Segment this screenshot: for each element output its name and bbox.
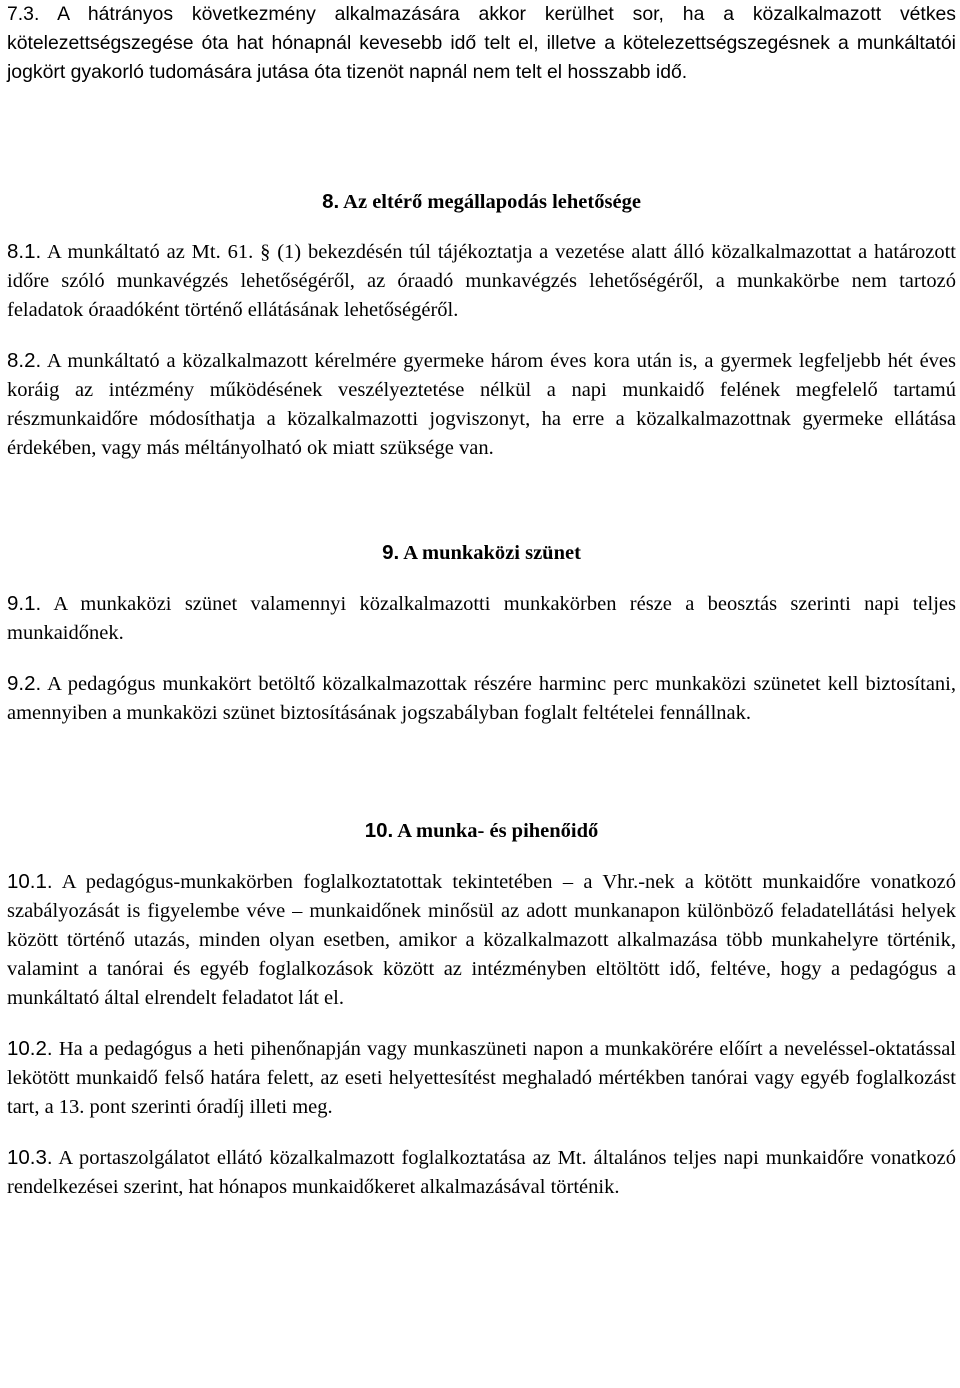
section-heading-9 bbox=[7, 538, 956, 568]
section-number: 8. bbox=[322, 190, 340, 213]
section-heading-10 bbox=[7, 816, 956, 846]
paragraph-number: 10.2. bbox=[7, 1037, 53, 1060]
paragraph-10-2 bbox=[7, 1034, 956, 1122]
paragraph-number: 9.2. bbox=[7, 672, 42, 695]
paragraph-text: A pedagógus munkakört betöltő közalkalmazottak részére harminc perc munkaközi szünetet kell biztosítani, amennyiben a munkaközi szünet biztosításának jogszabályban foglalt feltételei fennállnak. bbox=[7, 673, 956, 724]
paragraph-9-2 bbox=[7, 669, 956, 728]
section-number: 9. bbox=[382, 541, 400, 564]
paragraph-10-3 bbox=[7, 1143, 956, 1202]
paragraph-10-1 bbox=[7, 867, 956, 1013]
paragraph-8-1 bbox=[7, 237, 956, 325]
paragraph-text: A munkaközi szünet valamennyi közalkalmazotti munkakörben része a beosztás szerinti napi teljes munkaidőnek. bbox=[7, 593, 956, 644]
paragraph-text: A portaszolgálatot ellátó közalkalmazott foglalkoztatása az Mt. általános teljes napi munkaidőre vonatkozó rendelkezései szerint, hat hónapos munkaidőkeret alkalmazásával történik. bbox=[7, 1147, 956, 1198]
section-title: A munka- és pihenőidő bbox=[397, 820, 599, 842]
paragraph-9-1 bbox=[7, 589, 956, 648]
section-title: A munkaközi szünet bbox=[403, 542, 581, 564]
paragraph-number: 9.1. bbox=[7, 592, 42, 615]
paragraph-text: A munkáltató a közalkalmazott kérelmére gyermeke három éves kora után is, a gyermek legfeljebb hét éves koráig az intézmény működésének veszélyeztetése nélkül a napi munkaidő felének megfelelő tartamú részmunkaidőre módosíthatja a közalkalmazotti jogviszonyt, ha erre a közalkalmazottnak gyermeke ellátása érdekében, vagy más méltányolható ok miatt szüksége van. bbox=[7, 350, 957, 459]
paragraph-number: 7.3. bbox=[7, 3, 40, 25]
paragraph-text: A munkáltató az Mt. 61. § (1) bekezdésén túl tájékoztatja a vezetése alatt álló közalkalmazottat a határozott időre szóló munkavégzés lehetőségéről, az óraadó munkavégzés lehetőségéről, a munkakörbe nem tartozó feladatok óraadóként történő ellátásának lehetőségéről. bbox=[7, 241, 956, 321]
section-number: 10. bbox=[364, 819, 394, 842]
paragraph-8-2 bbox=[7, 346, 956, 463]
paragraph-number: 8.1. bbox=[7, 240, 42, 263]
paragraph-text: Ha a pedagógus a heti pihenőnapján vagy munkaszüneti napon a munkakörére előírt a neveléssel-oktatással lekötött munkaidő felső határa felett, az eseti helyettesítést meghaladó mértékben tanórai vagy egyéb foglalkozást tart, a 13. pont szerinti óradíj illeti meg. bbox=[7, 1038, 957, 1118]
paragraph-number: 8.2. bbox=[7, 349, 42, 372]
paragraph-text: A hátrányos következmény alkalmazására akkor kerülhet sor, ha a közalkalmazott vétkes kötelezettségszegése óta hat hónapnál kevesebb idő telt el, illetve a kötelezettségszegésnek a munkáltatói jogkört gyakorló tudomására jutása óta tizenöt napnál nem telt el hosszabb idő. bbox=[7, 3, 956, 83]
paragraph-number: 10.3. bbox=[7, 1146, 53, 1169]
paragraph-number: 10.1. bbox=[7, 870, 53, 893]
section-heading-8 bbox=[7, 187, 956, 217]
paragraph-7-3 bbox=[7, 0, 956, 87]
section-title: Az eltérő megállapodás lehetősége bbox=[343, 191, 641, 213]
document-page bbox=[7, 0, 956, 1202]
paragraph-text: A pedagógus-munkakörben foglalkoztatottak tekintetében – a Vhr.-nek a kötött munkaidőre vonatkozó szabályozását is figyelembe véve – munkaidőnek minősül az adott munkanapon különböző feladatellátási helyek között történő utazás, minden olyan esetben, amikor a közalkalmazott alkalmazása több munkahelyre történik, valamint a tanórai és egyéb foglalkozások között az intézményben eltöltött idő, feltéve, hogy a pedagógus a munkáltató által elrendelt feladatot lát el. bbox=[7, 871, 956, 1009]
